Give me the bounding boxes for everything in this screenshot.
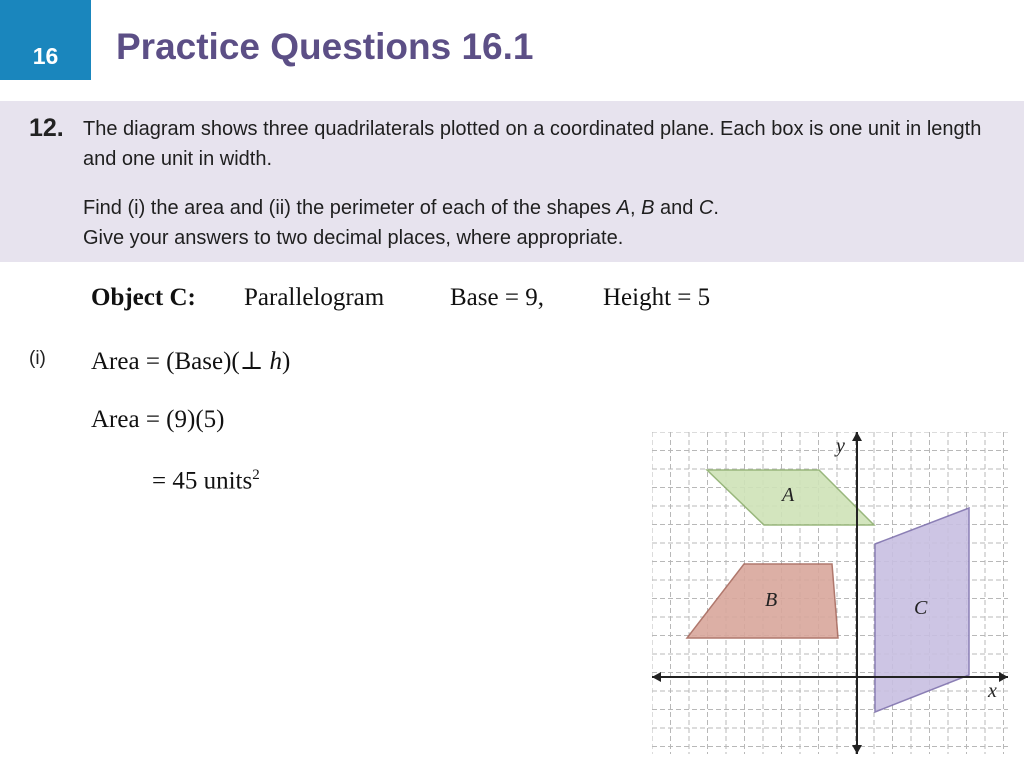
chapter-badge <box>0 0 91 80</box>
rounding-instruction: Give your answers to two decimal places, where appropriate. <box>83 227 624 249</box>
formula-prefix: Area = (Base)(⊥ <box>91 348 270 375</box>
period: . <box>713 197 719 219</box>
height-value: Height = 5 <box>603 284 711 311</box>
formula-h: h <box>269 348 283 375</box>
shape-b-ref: B <box>641 197 655 219</box>
result-exponent: 2 <box>252 467 260 483</box>
label-c: C <box>914 597 928 619</box>
x-axis-arrow-left <box>652 672 661 682</box>
area-substitution: Area = (9)(5) <box>91 406 225 433</box>
coordinate-diagram <box>652 432 1008 754</box>
y-axis-arrow-down <box>852 745 862 754</box>
result-value: = 45 units <box>152 467 253 495</box>
question-box <box>0 101 1024 262</box>
base-value: Base = 9, <box>450 284 544 311</box>
shape-b <box>687 564 838 638</box>
formula-suffix: ) <box>282 348 291 375</box>
question-text: The diagram shows three quadrilaterals plotted on a coordinated plane. Each box is one unit in length and one unit in width. <box>83 118 982 170</box>
part-label: (i) <box>29 348 46 369</box>
shape-c-ref: C <box>698 197 714 219</box>
question-instructions <box>83 193 983 253</box>
page-title: Practice Questions 16.1 <box>116 26 534 67</box>
axis-y-label: y <box>836 435 845 457</box>
area-result <box>152 467 260 495</box>
label-a: A <box>782 484 795 506</box>
label-b: B <box>765 589 778 611</box>
chapter-number: 16 <box>32 43 59 69</box>
axis-x-label: x <box>988 680 997 702</box>
area-formula <box>91 346 290 376</box>
shape-name: Parallelogram <box>244 284 385 311</box>
y-axis-arrow-up <box>852 432 862 441</box>
comma: , <box>629 197 642 219</box>
question-number: 12. <box>29 114 64 142</box>
instruction-text: Find (i) the area and (ii) the perimeter of each of the shapes <box>83 197 617 219</box>
shape-a-ref: A <box>616 197 630 219</box>
object-label: Object C: <box>91 284 196 311</box>
and-word: and <box>654 197 699 219</box>
